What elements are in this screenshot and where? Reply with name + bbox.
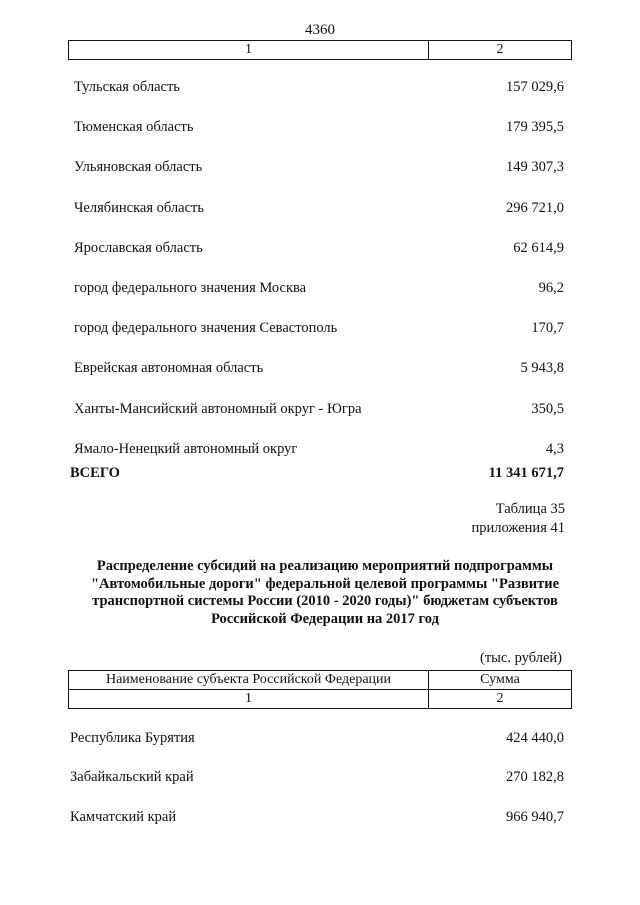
title-line: Распределение субсидий на реализацию мероприятий подпрограммы <box>96 558 554 574</box>
table2-header-col2: 2 <box>428 690 571 708</box>
row-value: 296 721,0 <box>506 200 564 216</box>
table-row <box>74 118 564 136</box>
row-value: 5 943,8 <box>520 360 564 376</box>
page-number: 4360 <box>305 22 335 38</box>
row-value: 149 307,3 <box>506 159 564 175</box>
row-value: 424 440,0 <box>506 730 564 746</box>
table-row <box>74 158 564 176</box>
row-value: 170,7 <box>531 320 564 336</box>
total-value: 11 341 671,7 <box>488 465 564 481</box>
table-row <box>74 199 564 217</box>
table1-header-col2: 2 <box>428 41 571 59</box>
table-row <box>70 768 564 786</box>
table-number: Таблица 35 <box>495 501 565 517</box>
title-line: транспортной системы России (2010 - 2020 годы)" бюджетам субъектов <box>92 593 558 609</box>
row-name: Тульская область <box>74 79 180 95</box>
total-row <box>70 464 564 482</box>
row-name: Челябинская область <box>74 200 204 216</box>
row-name: Ямало-Ненецкий автономный округ <box>74 441 298 457</box>
table1-header-col1: 1 <box>245 42 252 57</box>
row-name: Ярославская область <box>74 240 203 256</box>
row-name: Забайкальский край <box>70 769 194 785</box>
row-value: 270 182,8 <box>506 769 564 785</box>
table-row <box>74 78 564 96</box>
title-line: "Автомобильные дороги" федеральной целевой программы "Развитие <box>90 575 560 592</box>
table2-header-col1: 1 <box>245 691 252 706</box>
table-row <box>70 729 564 747</box>
appendix-number: приложения 41 <box>471 520 565 536</box>
col-name-header: Наименование субъекта Российской Федерации <box>105 672 392 687</box>
row-name: Еврейская автономная область <box>74 360 264 376</box>
table-row <box>74 279 564 297</box>
table2-header-numbers <box>68 689 572 709</box>
total-label: ВСЕГО <box>70 465 120 481</box>
table-row <box>74 440 564 458</box>
table-row <box>74 319 564 337</box>
row-value: 157 029,6 <box>506 79 564 95</box>
row-name: Камчатский край <box>70 809 177 825</box>
row-value: 96,2 <box>538 280 564 296</box>
title-line: Российской Федерации на 2017 год <box>211 610 439 627</box>
row-name: город федерального значения Севастополь <box>74 320 338 336</box>
table-row <box>74 239 564 257</box>
row-name: город федерального значения Москва <box>74 280 307 296</box>
row-value: 966 940,7 <box>506 809 564 825</box>
col-sum-header: Сумма <box>428 671 571 690</box>
units-label: (тыс. рублей) <box>480 650 562 666</box>
row-value: 179 395,5 <box>506 119 564 135</box>
table-row <box>74 400 564 418</box>
row-name: Ханты-Мансийский автономный округ - Югра <box>74 401 362 417</box>
table-reference <box>472 500 565 538</box>
table-row <box>74 359 564 377</box>
table2-header-names <box>68 670 572 690</box>
row-name: Ульяновская область <box>74 159 203 175</box>
row-value: 62 614,9 <box>513 240 564 256</box>
row-name: Республика Бурятия <box>70 730 195 746</box>
table1-header <box>68 40 572 60</box>
row-value: 350,5 <box>531 401 564 417</box>
row-value: 4,3 <box>545 441 564 457</box>
section-title <box>60 558 590 628</box>
table-row <box>70 808 564 826</box>
row-name: Тюменская область <box>74 119 194 135</box>
